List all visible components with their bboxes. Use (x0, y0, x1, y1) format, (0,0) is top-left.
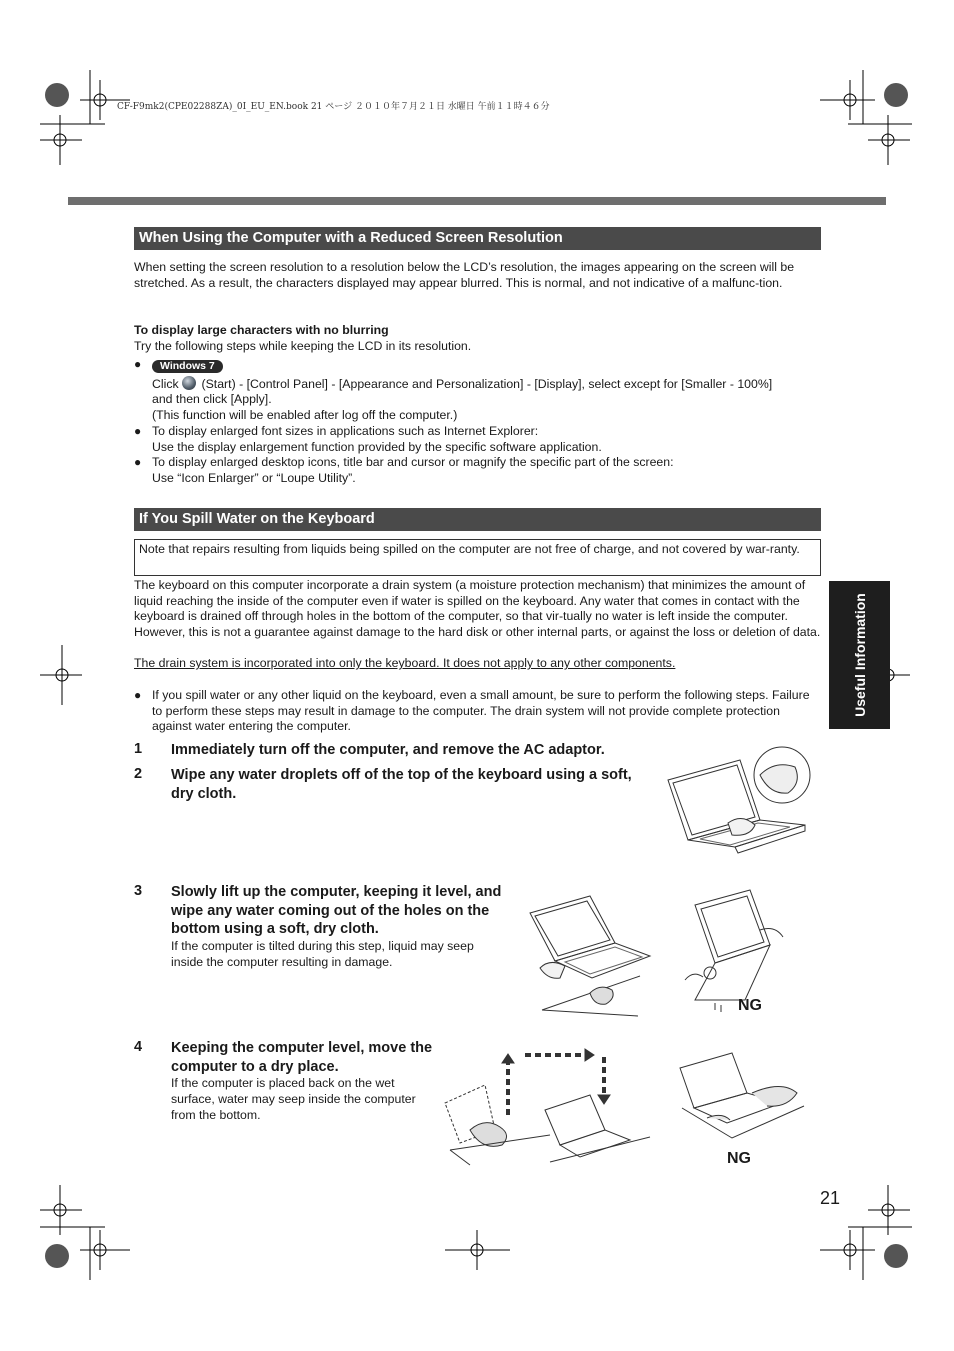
step-1-number: 1 (134, 741, 143, 757)
repair-note: Note that repairs resulting from liquids being spilled on the computer are not free of charge, and not covered by war-ranty. (134, 539, 821, 576)
lift-level-illustration (520, 888, 660, 1018)
step-4-number: 4 (134, 1039, 143, 1055)
side-tab-label: Useful Information (851, 593, 868, 717)
wipe-keyboard-illustration (660, 745, 820, 855)
windows7-badge: Windows 7 (152, 360, 223, 373)
drain-underlined: The drain system is incorporated into only the keyboard. It does not apply to any other components. (134, 656, 676, 670)
drain-note (134, 656, 822, 672)
section-title-spill: If You Spill Water on the Keyboard (134, 508, 821, 531)
step-1-text: Immediately turn off the computer, and remove the AC adaptor. (171, 742, 605, 758)
click-line3: (This function will be enabled after log off the computer.) (152, 408, 458, 422)
file-header: CF-F9mk2(CPE02288ZA)_0I_EU_EN.book 21 ページ ２０１０年７月２１日 水曜日 午前１１時４６分 (117, 102, 550, 112)
step-3-text: Slowly lift up the computer, keeping it level, and wipe any water coming out of the holes on the bottom using a soft, dry cloth. (171, 884, 502, 937)
windows7-badge-row (152, 358, 822, 374)
click-rest: (Start) - [Control Panel] - [Appearance and Personalization] - [Display], select except for [Smaller - 100%] (201, 377, 773, 391)
page-number: 21 (820, 1188, 841, 1208)
subheading: To display large characters with no blurring (134, 323, 389, 337)
ng-label-wet: NG (727, 1150, 751, 1167)
step-4-text: Keeping the computer level, move the computer to a dry place. (171, 1040, 433, 1075)
step-3-number: 3 (134, 883, 143, 899)
drain-body: The keyboard on this computer incorporate a drain system (a moisture protection mechanism) that minimizes the amount of liquid reaching the inside of the computer even if water is spilled on the keyboard. Any water that comes in contact with the keyboard is drained off through holes in the bottom of the computer, so that vir-tually no water is left inside the computer. However, this is not a guarantee against damage to the hard disk or other internal parts, or against the loss or deletion of data. (134, 578, 821, 639)
bullet-dot: ● (134, 357, 142, 371)
ng-label-tilt: NG (738, 997, 762, 1014)
start-orb-icon (182, 376, 196, 390)
click-line2: and then click [Apply]. (152, 392, 272, 406)
wet-surface-ng-illustration (672, 1048, 812, 1148)
bullet3-line1: To display enlarged desktop icons, title bar and cursor or magnify the specific part of the screen: (152, 455, 674, 469)
bullet-dot: ● (134, 424, 142, 438)
section-title-resolution: When Using the Computer with a Reduced Screen Resolution (134, 227, 821, 250)
tilted-ng-illustration (675, 885, 785, 1015)
step-3-note: If the computer is tilted during this step, liquid may seep inside the computer resulting in damage. (171, 939, 474, 969)
click-word: Click (152, 377, 179, 391)
header-rule (68, 197, 886, 205)
step-2-number: 2 (134, 766, 143, 782)
bullet2-line1: To display enlarged font sizes in applications such as Internet Explorer: (152, 424, 539, 438)
resolution-intro: When setting the screen resolution to a resolution below the LCD’s resolution, the images appearing on the screen will be stretched. As a result, the characters displayed may appear blurred. This is normal, and not indicative of a malfunc-tion. (134, 260, 795, 290)
bullet3-line2: Use “Icon Enlarger” or “Loupe Utility”. (152, 471, 356, 485)
move-dry-illustration (440, 1045, 660, 1170)
step-4-note: If the computer is placed back on the wet surface, water may seep inside the computer from the bottom. (171, 1076, 416, 1122)
click-line (152, 376, 822, 393)
bullet-dot: ● (134, 455, 142, 469)
bullet-dot: ● (134, 688, 142, 702)
subintro: Try the following steps while keeping the LCD in its resolution. (134, 339, 472, 353)
spill-warning: If you spill water or any other liquid on the keyboard, even a small amount, be sure to perform the following steps. Failure to perform these steps may result in damage to the computer. The drain system will not provide complete protection against water entering the computer. (152, 688, 810, 734)
step-2-text: Wipe any water droplets off of the top of the keyboard using a soft, dry cloth. (171, 767, 632, 802)
bullet2-line2: Use the display enlargement function provided by the specific software application. (152, 440, 602, 454)
